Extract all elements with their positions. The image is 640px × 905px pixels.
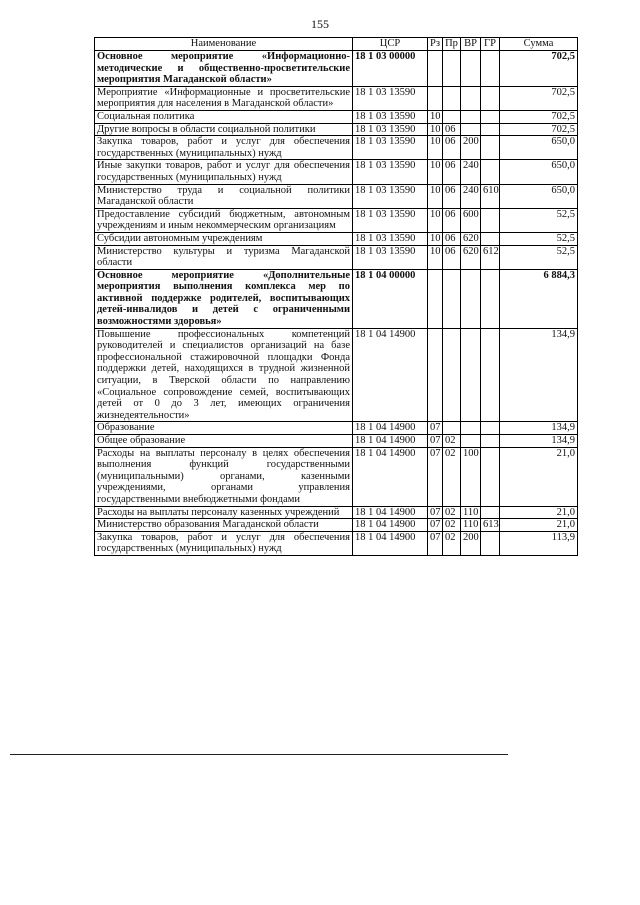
row-vr: 110 <box>461 506 481 519</box>
row-gr: 612 <box>481 245 500 269</box>
row-csr: 18 1 04 14900 <box>353 328 428 422</box>
table-row <box>95 245 578 269</box>
row-gr <box>481 506 500 519</box>
row-sum: 134,9 <box>500 435 578 448</box>
row-pr: 02 <box>443 519 461 532</box>
row-rz: 10 <box>428 110 443 123</box>
row-sum: 134,9 <box>500 328 578 422</box>
row-name: Мероприятие «Информационные и просветительские мероприятия для населения в Магаданской области» <box>95 86 353 110</box>
row-name: Основное мероприятие «Дополнительные мероприятия выполнения комплекса мер по активной поддержке родителей, воспитывающих детей-инвалидов и детей с ограниченными возможностями здоровья» <box>95 269 353 328</box>
row-name: Расходы на выплаты персоналу в целях обеспечения выполнения функций государственными (муниципальными) органами, казенными учреждениями, органами управления государственными внебюджетными фондами <box>95 447 353 506</box>
row-csr: 18 1 03 13590 <box>353 136 428 160</box>
row-sum: 650,0 <box>500 184 578 208</box>
row-pr <box>443 269 461 328</box>
header-gr: ГР <box>481 38 500 51</box>
row-name: Другие вопросы в области социальной политики <box>95 123 353 136</box>
row-rz: 10 <box>428 136 443 160</box>
table-row <box>95 422 578 435</box>
row-rz: 10 <box>428 184 443 208</box>
row-rz: 10 <box>428 123 443 136</box>
row-csr: 18 1 04 14900 <box>353 531 428 555</box>
row-sum: 702,5 <box>500 51 578 87</box>
header-name: Наименование <box>95 38 353 51</box>
row-sum: 702,5 <box>500 123 578 136</box>
row-vr <box>461 110 481 123</box>
row-vr: 240 <box>461 184 481 208</box>
row-gr <box>481 123 500 136</box>
row-name: Социальная политика <box>95 110 353 123</box>
row-pr: 06 <box>443 232 461 245</box>
row-gr <box>481 435 500 448</box>
row-gr <box>481 86 500 110</box>
row-gr <box>481 269 500 328</box>
row-name: Иные закупки товаров, работ и услуг для обеспечения государственных (муниципальных) нужд <box>95 160 353 184</box>
row-rz: 07 <box>428 435 443 448</box>
row-csr: 18 1 03 13590 <box>353 160 428 184</box>
row-vr: 200 <box>461 136 481 160</box>
row-sum: 52,5 <box>500 245 578 269</box>
table-row <box>95 184 578 208</box>
row-pr: 06 <box>443 160 461 184</box>
row-rz: 07 <box>428 506 443 519</box>
row-gr <box>481 110 500 123</box>
row-sum: 52,5 <box>500 208 578 232</box>
row-vr: 100 <box>461 447 481 506</box>
row-csr: 18 1 03 13590 <box>353 232 428 245</box>
row-rz: 10 <box>428 160 443 184</box>
row-csr: 18 1 04 14900 <box>353 447 428 506</box>
row-csr: 18 1 04 14900 <box>353 435 428 448</box>
table-row <box>95 506 578 519</box>
table-row <box>95 110 578 123</box>
row-name: Предоставление субсидий бюджетным, автономным учреждениям и иным некоммерческим организациям <box>95 208 353 232</box>
row-sum: 52,5 <box>500 232 578 245</box>
table-row <box>95 435 578 448</box>
row-csr: 18 1 03 13590 <box>353 110 428 123</box>
row-vr: 240 <box>461 160 481 184</box>
row-rz <box>428 328 443 422</box>
row-name: Министерство труда и социальной политики Магаданской области <box>95 184 353 208</box>
row-rz: 07 <box>428 519 443 532</box>
table-row <box>95 86 578 110</box>
row-rz: 07 <box>428 531 443 555</box>
row-sum: 21,0 <box>500 519 578 532</box>
row-gr <box>481 232 500 245</box>
row-sum: 650,0 <box>500 136 578 160</box>
row-gr: 613 <box>481 519 500 532</box>
row-pr: 02 <box>443 447 461 506</box>
row-sum: 134,9 <box>500 422 578 435</box>
row-vr: 600 <box>461 208 481 232</box>
row-gr: 610 <box>481 184 500 208</box>
header-rz: Рз <box>428 38 443 51</box>
row-sum: 702,5 <box>500 86 578 110</box>
header-sum: Сумма <box>500 38 578 51</box>
row-csr: 18 1 03 13590 <box>353 208 428 232</box>
row-csr: 18 1 03 13590 <box>353 184 428 208</box>
table-header-row <box>95 38 578 51</box>
row-csr: 18 1 03 13590 <box>353 123 428 136</box>
footer-divider <box>10 754 508 755</box>
table-row <box>95 136 578 160</box>
row-vr <box>461 123 481 136</box>
row-gr <box>481 447 500 506</box>
row-sum: 650,0 <box>500 160 578 184</box>
table-row <box>95 328 578 422</box>
header-csr: ЦСР <box>353 38 428 51</box>
row-pr: 06 <box>443 184 461 208</box>
row-sum: 21,0 <box>500 506 578 519</box>
row-name: Образование <box>95 422 353 435</box>
page-number: 155 <box>311 17 329 31</box>
row-gr <box>481 51 500 87</box>
row-rz: 07 <box>428 422 443 435</box>
row-csr: 18 1 04 14900 <box>353 519 428 532</box>
row-vr: 620 <box>461 232 481 245</box>
row-sum: 21,0 <box>500 447 578 506</box>
row-csr: 18 1 03 13590 <box>353 86 428 110</box>
row-gr <box>481 531 500 555</box>
row-name: Министерство культуры и туризма Магаданской области <box>95 245 353 269</box>
table-row <box>95 447 578 506</box>
row-pr <box>443 422 461 435</box>
row-pr: 06 <box>443 136 461 160</box>
table-row <box>95 519 578 532</box>
row-rz: 10 <box>428 232 443 245</box>
row-vr: 620 <box>461 245 481 269</box>
row-csr: 18 1 03 00000 <box>353 51 428 87</box>
row-pr: 06 <box>443 245 461 269</box>
row-rz: 10 <box>428 208 443 232</box>
row-vr <box>461 51 481 87</box>
row-name: Основное мероприятие «Информационно-методические и общественно-просветительские мероприятия Магаданской области» <box>95 51 353 87</box>
row-csr: 18 1 03 13590 <box>353 245 428 269</box>
row-pr <box>443 51 461 87</box>
row-pr: 02 <box>443 531 461 555</box>
row-gr <box>481 208 500 232</box>
budget-table <box>94 37 578 556</box>
row-name: Расходы на выплаты персоналу казенных учреждений <box>95 506 353 519</box>
row-pr: 06 <box>443 123 461 136</box>
row-sum: 113,9 <box>500 531 578 555</box>
row-pr <box>443 328 461 422</box>
row-rz: 10 <box>428 245 443 269</box>
table-row <box>95 269 578 328</box>
row-name: Субсидии автономным учреждениям <box>95 232 353 245</box>
row-rz <box>428 51 443 87</box>
header-pr: Пр <box>443 38 461 51</box>
row-vr <box>461 422 481 435</box>
table-row <box>95 123 578 136</box>
row-sum: 6 884,3 <box>500 269 578 328</box>
row-rz: 07 <box>428 447 443 506</box>
row-vr: 110 <box>461 519 481 532</box>
row-vr <box>461 328 481 422</box>
table-row <box>95 51 578 87</box>
row-csr: 18 1 04 00000 <box>353 269 428 328</box>
row-gr <box>481 422 500 435</box>
row-vr <box>461 435 481 448</box>
row-pr <box>443 110 461 123</box>
row-rz <box>428 86 443 110</box>
row-name: Министерство образования Магаданской области <box>95 519 353 532</box>
row-gr <box>481 160 500 184</box>
row-pr: 02 <box>443 435 461 448</box>
row-sum: 702,5 <box>500 110 578 123</box>
row-name: Закупка товаров, работ и услуг для обеспечения государственных (муниципальных) нужд <box>95 136 353 160</box>
row-name: Общее образование <box>95 435 353 448</box>
row-name: Повышение профессиональных компетенций руководителей и специалистов организаций на базе профессиональной стажировочной площадки Фонда поддержки детей, находящихся в трудной жизненной ситуации, в Тверской области по направлению «Социальное сопровождение семей, воспитывающих детей от 0 до 3 лет, имеющих ограничения жизнедеятельности» <box>95 328 353 422</box>
table-row <box>95 160 578 184</box>
table-row <box>95 531 578 555</box>
row-gr <box>481 328 500 422</box>
row-csr: 18 1 04 14900 <box>353 506 428 519</box>
row-pr <box>443 86 461 110</box>
row-rz <box>428 269 443 328</box>
table-body <box>95 51 578 556</box>
row-csr: 18 1 04 14900 <box>353 422 428 435</box>
row-name: Закупка товаров, работ и услуг для обеспечения государственных (муниципальных) нужд <box>95 531 353 555</box>
header-vr: ВР <box>461 38 481 51</box>
row-gr <box>481 136 500 160</box>
row-pr: 06 <box>443 208 461 232</box>
row-pr: 02 <box>443 506 461 519</box>
table-row <box>95 208 578 232</box>
row-vr: 200 <box>461 531 481 555</box>
row-vr <box>461 269 481 328</box>
row-vr <box>461 86 481 110</box>
table-row <box>95 232 578 245</box>
